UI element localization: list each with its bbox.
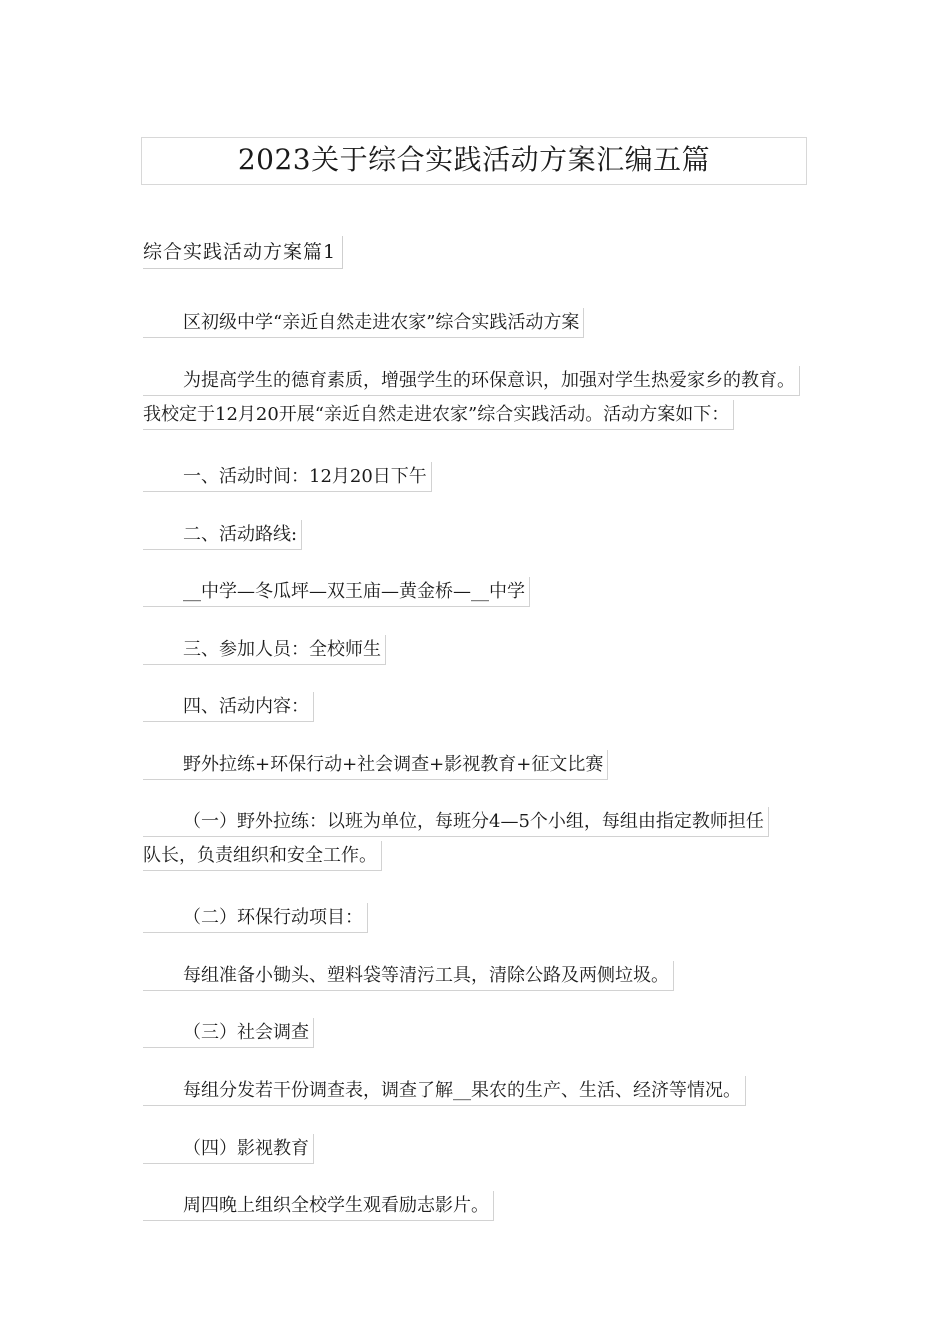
paragraph-environment-heading <box>143 903 368 933</box>
text-line: 每组分发若干份调查表，调查了解__果农的生产、生活、经济等情况。 <box>143 1076 746 1106</box>
paragraph-content-list <box>143 750 608 780</box>
paragraph-film <box>143 1191 494 1221</box>
text-line: （一）野外拉练：以班为单位，每班分4—5个小组，每组由指定教师担任 <box>143 807 769 837</box>
text-line: 三、参加人员：全校师生 <box>143 635 386 665</box>
document-title: 2023关于综合实践活动方案汇编五篇 <box>141 137 807 185</box>
text-line: 一、活动时间：12月20日下午 <box>143 462 432 492</box>
paragraph-participants <box>143 635 386 665</box>
paragraph-survey-heading <box>143 1018 314 1048</box>
paragraph-purpose <box>143 366 800 430</box>
text-line: 区初级中学“亲近自然走进农家”综合实践活动方案 <box>143 308 584 338</box>
text-line: 为提高学生的德育素质，增强学生的环保意识，加强对学生热爱家乡的教育。 <box>143 366 800 396</box>
paragraph-route-heading <box>143 520 302 550</box>
paragraph-field-march <box>143 807 769 871</box>
text-line: 队长，负责组织和安全工作。 <box>143 841 382 871</box>
text-line: 四、活动内容： <box>143 692 314 722</box>
paragraph-environment <box>143 961 674 991</box>
paragraph-time <box>143 462 432 492</box>
paragraph-intro-title <box>143 308 584 338</box>
paragraph-content-heading <box>143 692 314 722</box>
text-line: （二）环保行动项目： <box>143 903 368 933</box>
paragraph-film-heading <box>143 1134 314 1164</box>
paragraph-survey <box>143 1076 746 1106</box>
text-line: 周四晚上组织全校学生观看励志影片。 <box>143 1191 494 1221</box>
text-line: （四）影视教育 <box>143 1134 314 1164</box>
section-heading: 综合实践活动方案篇1 <box>143 236 343 269</box>
text-line: （三）社会调查 <box>143 1018 314 1048</box>
text-line: 我校定于12月20开展“亲近自然走进农家”综合实践活动。活动方案如下： <box>143 400 734 430</box>
text-line: 二、活动路线: <box>143 520 302 550</box>
paragraph-route <box>143 577 530 607</box>
text-line: 野外拉练+环保行动+社会调查+影视教育+征文比赛 <box>143 750 608 780</box>
text-line: 每组准备小锄头、塑料袋等清污工具，清除公路及两侧垃圾。 <box>143 961 674 991</box>
text-line: __中学—冬瓜坪—双王庙—黄金桥—__中学 <box>143 577 530 607</box>
